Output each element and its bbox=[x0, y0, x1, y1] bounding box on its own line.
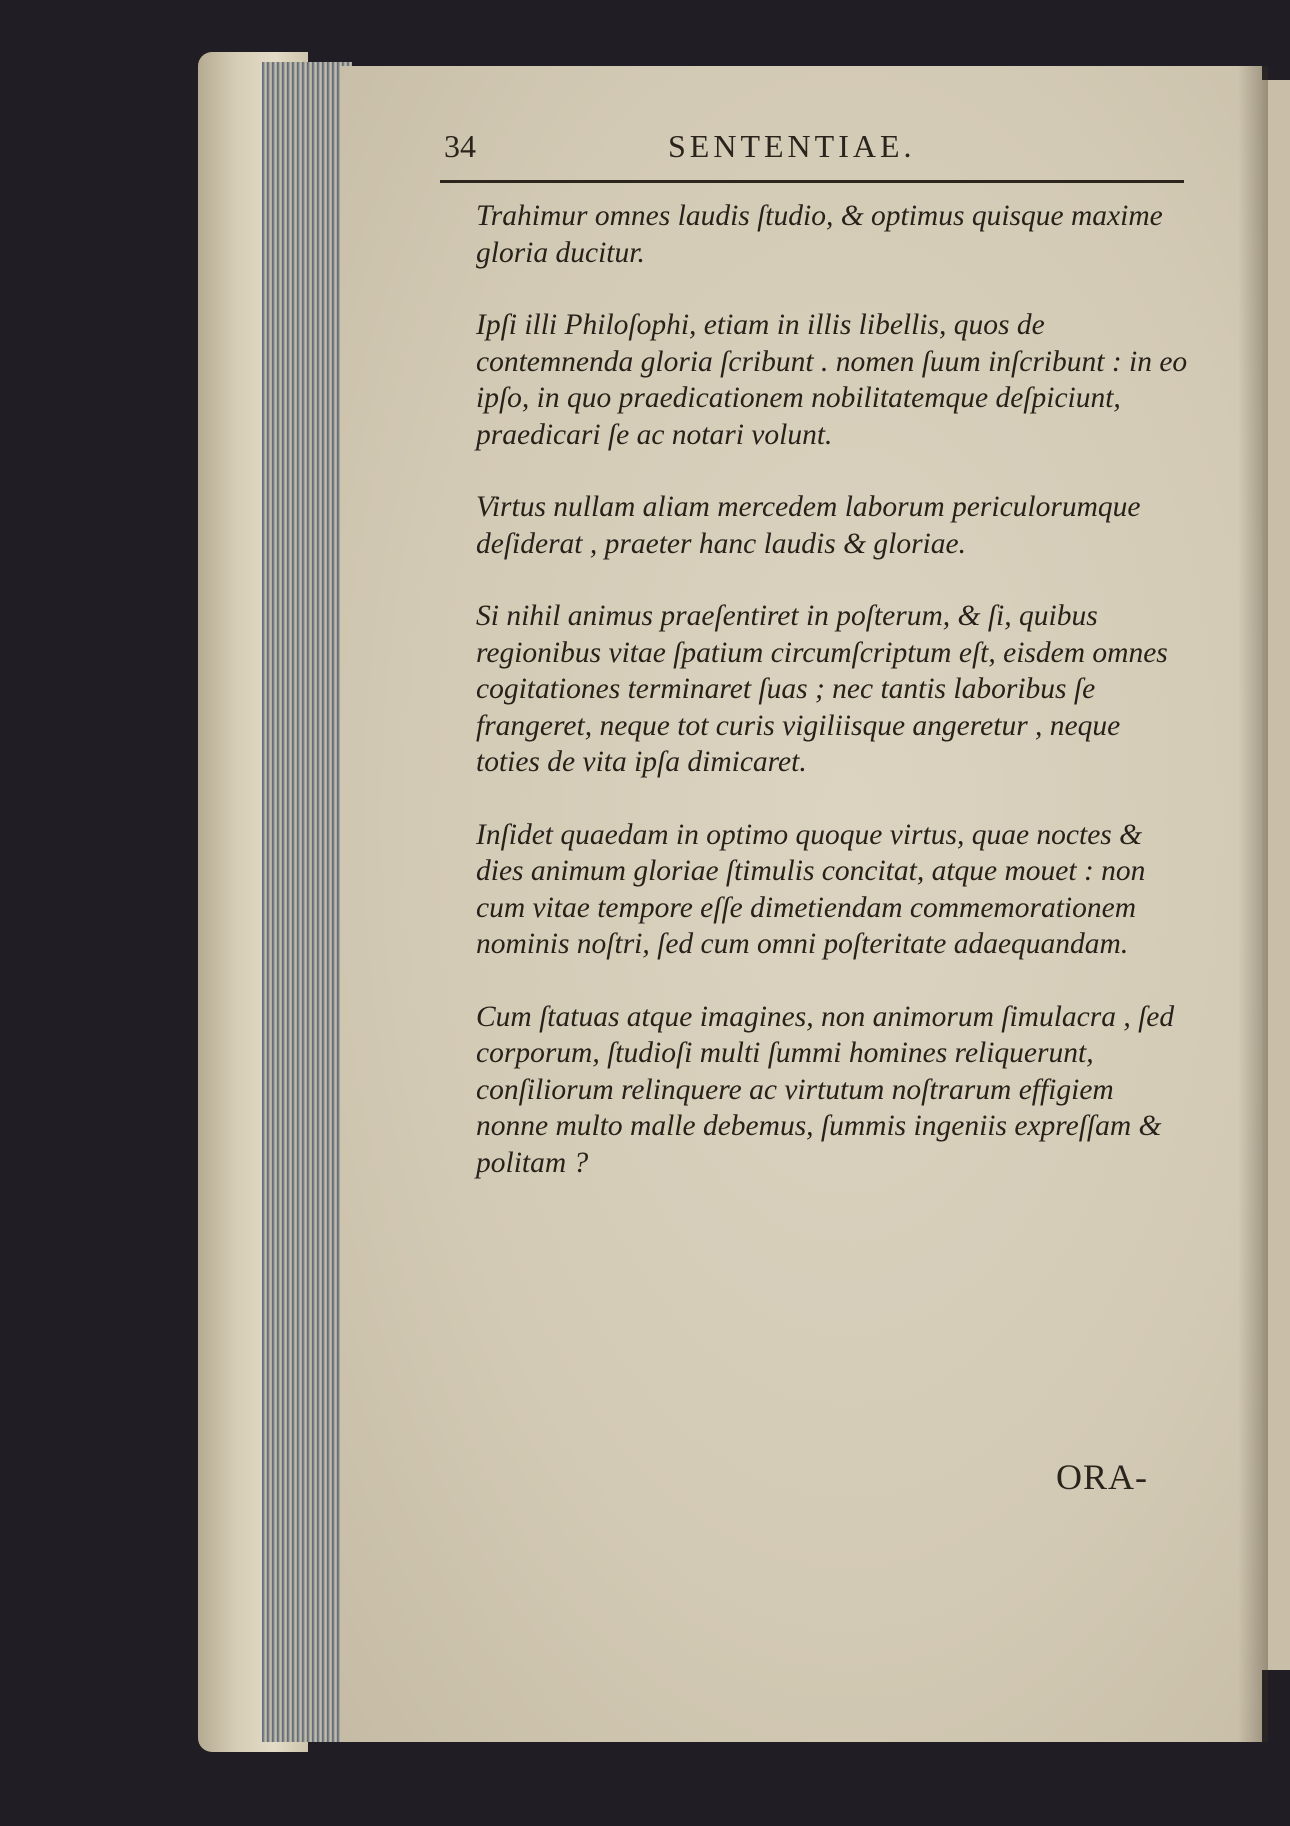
body-text bbox=[476, 198, 1188, 1217]
gutter-shadow bbox=[1238, 66, 1268, 1742]
paragraph: Cum ſtatuas atque imagines, non animorum ſimulacra , ſed corporum, ſtudioſi multi ſummi homines reliquerunt, conſiliorum relinquere ac virtutum noſtrarum effigiem nonne multo malle debemus, ſummis ingeniis expreſſam & politam ? bbox=[476, 1000, 1175, 1179]
paragraph: Virtus nullam aliam mercedem laborum periculorumque deſiderat , praeter hanc laudis & gloriae. bbox=[476, 491, 1141, 560]
paragraph: Ipſi illi Philoſophi, etiam in illis libellis, quos de contemnenda gloria ſcribunt . nomen ſuum inſcribunt : in eo ipſo, in quo praedicationem nobilitatemque deſpiciunt, praedicari ſe ac notari volunt. bbox=[476, 309, 1188, 451]
paragraph: Inſidet quaedam in optimo quoque virtus, quae noctes & dies animum gloriae ſtimulis concitat, atque mouet : non cum vitae tempore eſſe dimetiendam commemorationem nominis noſtri, ſed cum omni poſteritate adaequandam. bbox=[476, 818, 1146, 960]
page-edges bbox=[262, 62, 352, 1742]
catchword: ORA- bbox=[1056, 1457, 1148, 1497]
running-head bbox=[444, 128, 1184, 168]
paragraph: Trahimur omnes laudis ſtudio, & optimus quisque maxime gloria ducitur. bbox=[476, 200, 1163, 269]
head-rule bbox=[440, 180, 1184, 183]
running-title: SENTENTIAE. bbox=[668, 128, 916, 164]
page-number: 34 bbox=[444, 128, 476, 164]
paragraph: Si nihil animus praeſentiret in poſterum, & ſi, quibus regionibus vitae ſpatium circumſcriptum eſt, eisdem omnes cogitationes terminaret ſuas ; nec tantis laboribus ſe frangeret, neque tot curis vigiliisque angeretur , neque toties de vita ipſa dimicaret. bbox=[476, 600, 1168, 778]
